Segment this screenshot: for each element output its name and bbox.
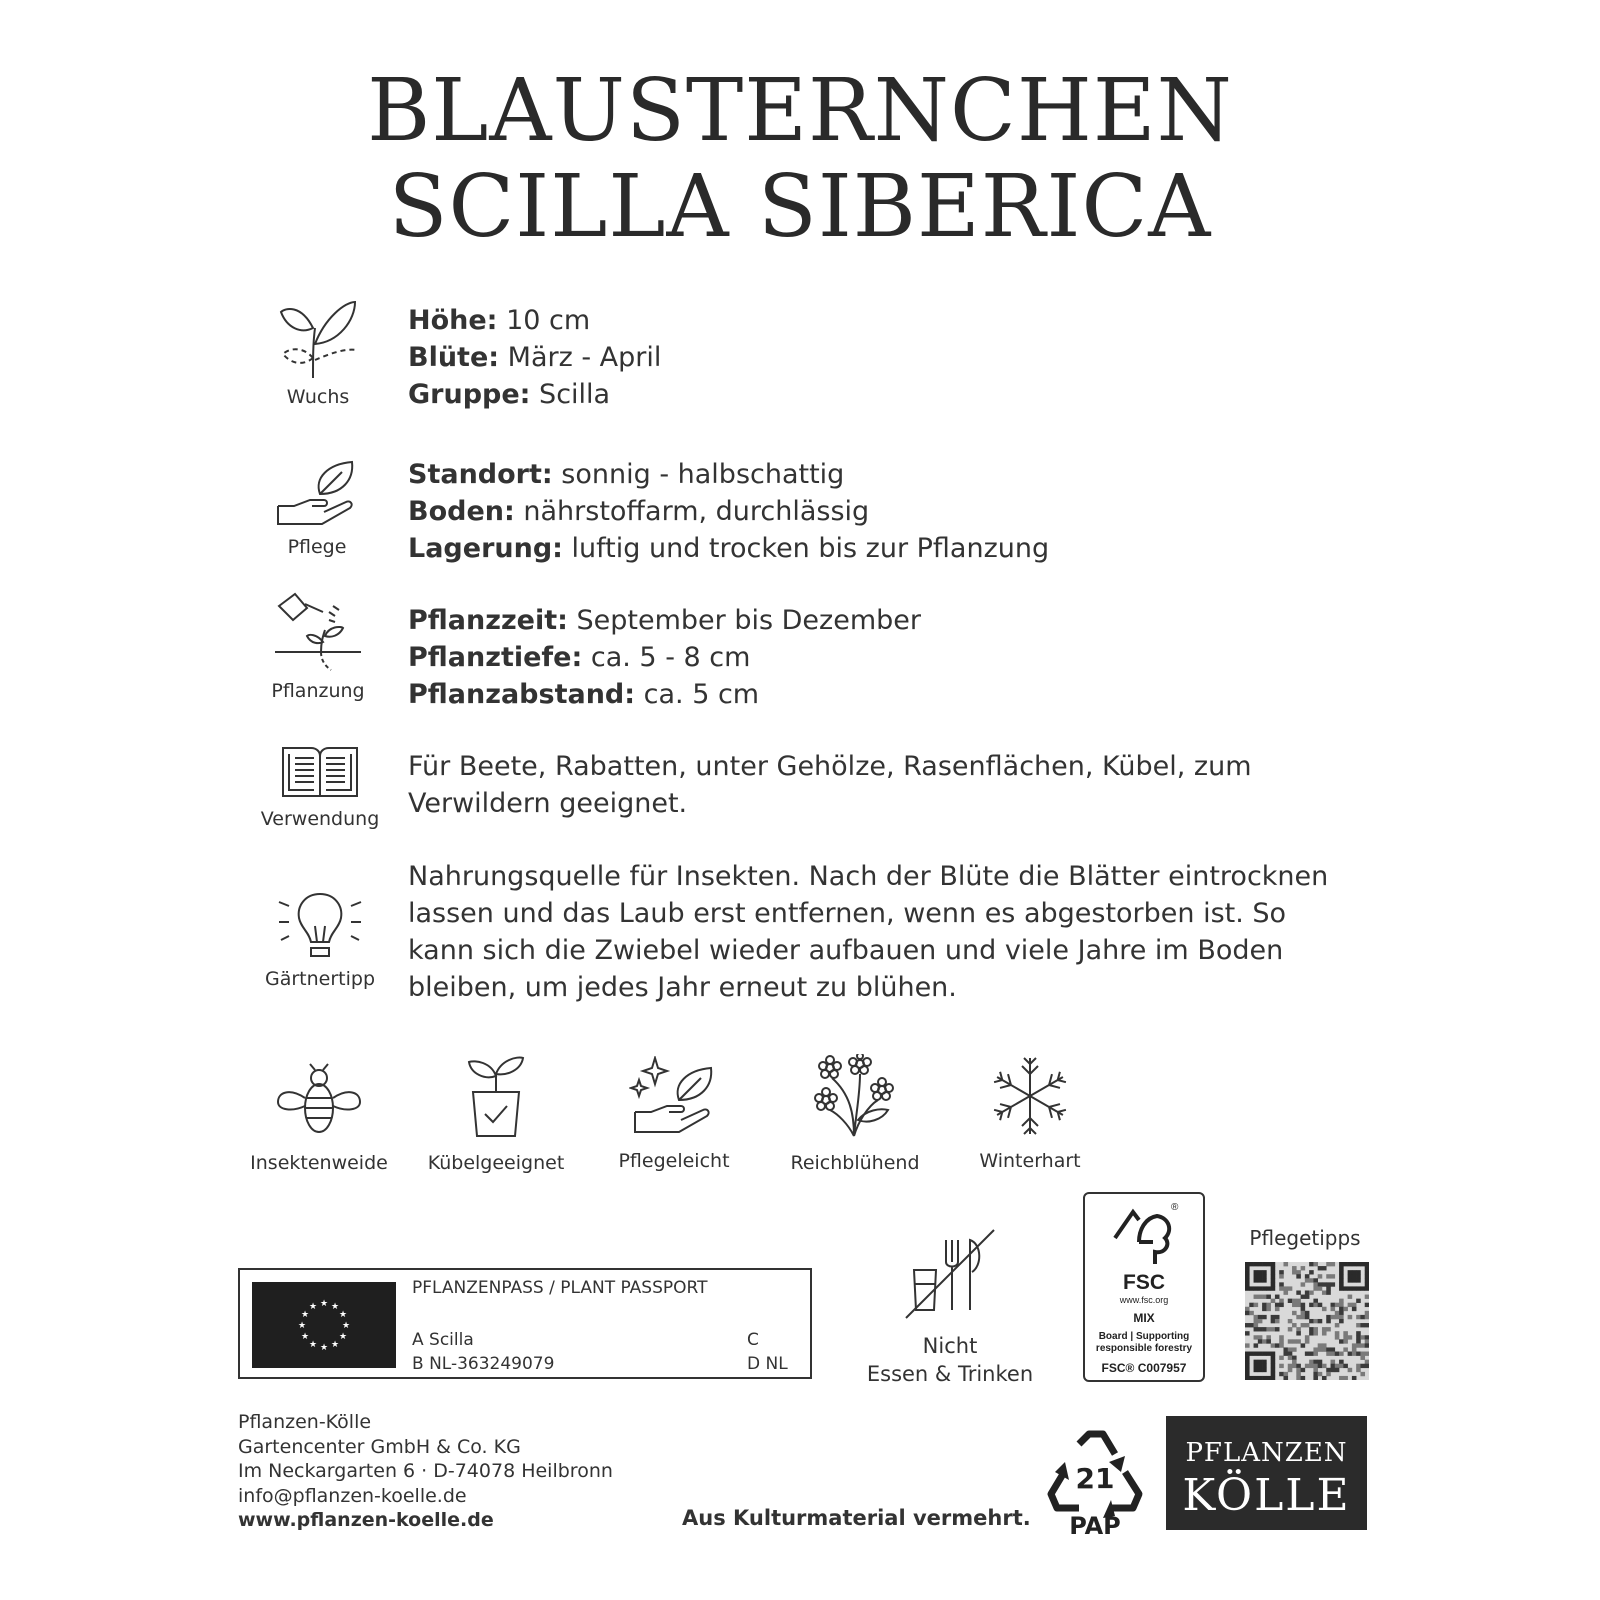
section-icon-pflege — [247, 460, 387, 558]
feature-label: Kübelgeeignet — [427, 1152, 565, 1174]
hand-leaf-sparkle-icon — [629, 1056, 719, 1136]
info-line: Nahrungsquelle für Insekten. Nach der Blüte die Blätter eintrocknen — [408, 861, 1329, 892]
logo-line1: PFLANZEN — [1185, 1438, 1348, 1468]
logo-line2: KÖLLE — [1182, 1470, 1351, 1521]
feature-reichbluehend — [765, 1054, 945, 1174]
qr-caption: Pflegetipps — [1249, 1226, 1361, 1250]
fsc-tree-logo-icon — [1109, 1202, 1179, 1268]
company-address — [238, 1410, 613, 1533]
fsc-claim-line2: responsible forestry — [1095, 1343, 1193, 1354]
passport-a: A Scilla — [412, 1330, 474, 1350]
info-row — [408, 530, 1049, 567]
info-row — [408, 302, 661, 339]
svg-text:®: ® — [1171, 1202, 1179, 1213]
potted-plant-check-icon — [461, 1054, 531, 1138]
email-link[interactable]: info@pflanzen-koelle.de — [238, 1484, 467, 1507]
info-row — [408, 639, 921, 676]
info-line: Für Beete, Rabatten, unter Gehölze, Rasenflächen, Kübel, zum — [408, 751, 1252, 782]
qr-code[interactable] — [1245, 1262, 1369, 1380]
info-key: Standort: — [408, 459, 553, 490]
hand-leaf-icon — [272, 460, 362, 530]
svg-text:★: ★ — [308, 1340, 318, 1350]
info-block-verwendung — [408, 748, 1252, 822]
svg-text:★: ★ — [308, 1302, 318, 1312]
svg-text:★: ★ — [300, 1310, 310, 1320]
svg-text:★: ★ — [338, 1332, 348, 1342]
info-line: bleiben, um jedes Jahr erneut zu blühen. — [408, 972, 957, 1003]
info-row — [408, 339, 661, 376]
website-link[interactable]: www.pflanzen-koelle.de — [238, 1509, 494, 1531]
address-line: Gartencenter GmbH & Co. KG — [238, 1435, 521, 1458]
svg-text:★: ★ — [319, 1299, 329, 1309]
info-key: Höhe: — [408, 305, 498, 336]
passport-heading: PFLANZENPASS / PLANT PASSPORT — [412, 1278, 708, 1298]
info-value: luftig und trocken bis zur Pflanzung — [562, 533, 1050, 564]
info-line: kann sich die Zwiebel wieder aufbauen und viele Jahre im Boden — [408, 935, 1284, 966]
recycling-icon — [1045, 1428, 1145, 1538]
info-value: Scilla — [530, 379, 611, 410]
fsc-type: MIX — [1133, 1311, 1155, 1325]
feature-label: Reichblühend — [790, 1152, 920, 1174]
product-title-botanical: SCILLA SIBERICA — [388, 157, 1212, 257]
info-row — [408, 676, 921, 713]
warning-line1: Nicht — [922, 1334, 978, 1358]
section-icon-verwendung — [250, 742, 390, 830]
plant-passport — [238, 1268, 812, 1379]
no-food-drink-icon — [900, 1226, 1000, 1322]
info-value: ca. 5 - 8 cm — [582, 642, 751, 673]
open-book-icon — [281, 742, 359, 802]
svg-text:★: ★ — [341, 1321, 351, 1331]
fsc-claim-line1: Board | Supporting — [1098, 1331, 1190, 1342]
feature-kuebelgeeignet — [406, 1054, 586, 1174]
recycle-code: PAP — [1069, 1512, 1121, 1538]
section-label: Wuchs — [286, 386, 350, 408]
info-key: Boden: — [408, 496, 515, 527]
feature-label: Pflegeleicht — [618, 1150, 730, 1172]
info-value: März - April — [499, 342, 662, 373]
fsc-url: www.fsc.org — [1119, 1295, 1169, 1305]
lightbulb-icon — [275, 886, 365, 962]
passport-d: D NL — [747, 1354, 788, 1374]
not-edible-warning — [860, 1226, 1040, 1388]
address-line: Pflanzen-Kölle — [238, 1411, 372, 1433]
feature-label: Winterhart — [979, 1150, 1081, 1172]
svg-text:★: ★ — [338, 1310, 348, 1320]
svg-text:★: ★ — [297, 1321, 307, 1331]
address-line: Im Neckargarten 6 · D-74078 Heilbronn — [238, 1460, 613, 1482]
info-key: Gruppe: — [408, 379, 531, 410]
info-block-gaertnertipp — [408, 858, 1328, 1006]
section-label: Gärtnertipp — [264, 968, 376, 990]
fsc-code: FSC® C007957 — [1101, 1361, 1187, 1375]
passport-b: B NL-363249079 — [412, 1354, 555, 1374]
info-block-pflege — [408, 456, 1049, 567]
info-key: Blüte: — [408, 342, 500, 373]
product-title-common: BLAUSTERNCHEN — [367, 61, 1233, 161]
passport-c: C — [747, 1330, 759, 1350]
info-value: September bis Dezember — [567, 605, 921, 636]
flowers-icon — [810, 1054, 900, 1138]
info-key: Lagerung: — [408, 533, 563, 564]
info-key: Pflanzabstand: — [408, 679, 636, 710]
info-line: Verwildern geeignet. — [408, 788, 688, 819]
fsc-label — [1083, 1192, 1205, 1382]
info-value: ca. 5 cm — [635, 679, 760, 710]
info-value: sonnig - halbschattig — [552, 459, 845, 490]
info-value: 10 cm — [497, 305, 591, 336]
warning-line2: Essen & Trinken — [866, 1362, 1034, 1386]
section-icon-pflanzung — [248, 590, 388, 702]
plant-growth-icon — [273, 298, 363, 380]
fsc-name: FSC — [1123, 1271, 1165, 1294]
info-row — [408, 456, 1049, 493]
snowflake-icon — [990, 1056, 1070, 1136]
svg-text:★: ★ — [300, 1332, 310, 1342]
section-icon-gaertnertipp — [250, 886, 390, 990]
section-icon-wuchs — [248, 298, 388, 408]
bee-icon — [274, 1062, 364, 1138]
feature-winterhart — [940, 1056, 1120, 1172]
info-value: nährstoffarm, durchlässig — [514, 496, 870, 527]
info-key: Pflanztiefe: — [408, 642, 583, 673]
recycling-mark — [1045, 1428, 1145, 1542]
section-label: Verwendung — [260, 808, 380, 830]
info-row — [408, 493, 1049, 530]
feature-insektenweide — [229, 1062, 409, 1174]
svg-text:★: ★ — [319, 1343, 329, 1353]
info-key: Pflanzzeit: — [408, 605, 568, 636]
info-row — [408, 376, 661, 413]
propagation-note: Aus Kulturmaterial vermehrt. — [682, 1506, 1031, 1530]
info-row — [408, 602, 921, 639]
section-label: Pflanzung — [271, 680, 365, 702]
brand-logo — [1166, 1416, 1367, 1530]
section-label: Pflege — [287, 536, 347, 558]
eu-flag-icon — [252, 1282, 396, 1368]
info-block-pflanzung — [408, 602, 921, 713]
info-line: lassen und das Laub erst entfernen, wenn es abgestorben ist. So — [408, 898, 1287, 929]
feature-pflegeleicht — [584, 1056, 764, 1172]
info-block-wuchs — [408, 302, 661, 413]
svg-text:★: ★ — [330, 1302, 340, 1312]
feature-label: Insektenweide — [250, 1152, 388, 1174]
watering-can-icon — [271, 590, 365, 674]
svg-text:★: ★ — [330, 1340, 340, 1350]
recycle-number: 21 — [1075, 1462, 1115, 1495]
